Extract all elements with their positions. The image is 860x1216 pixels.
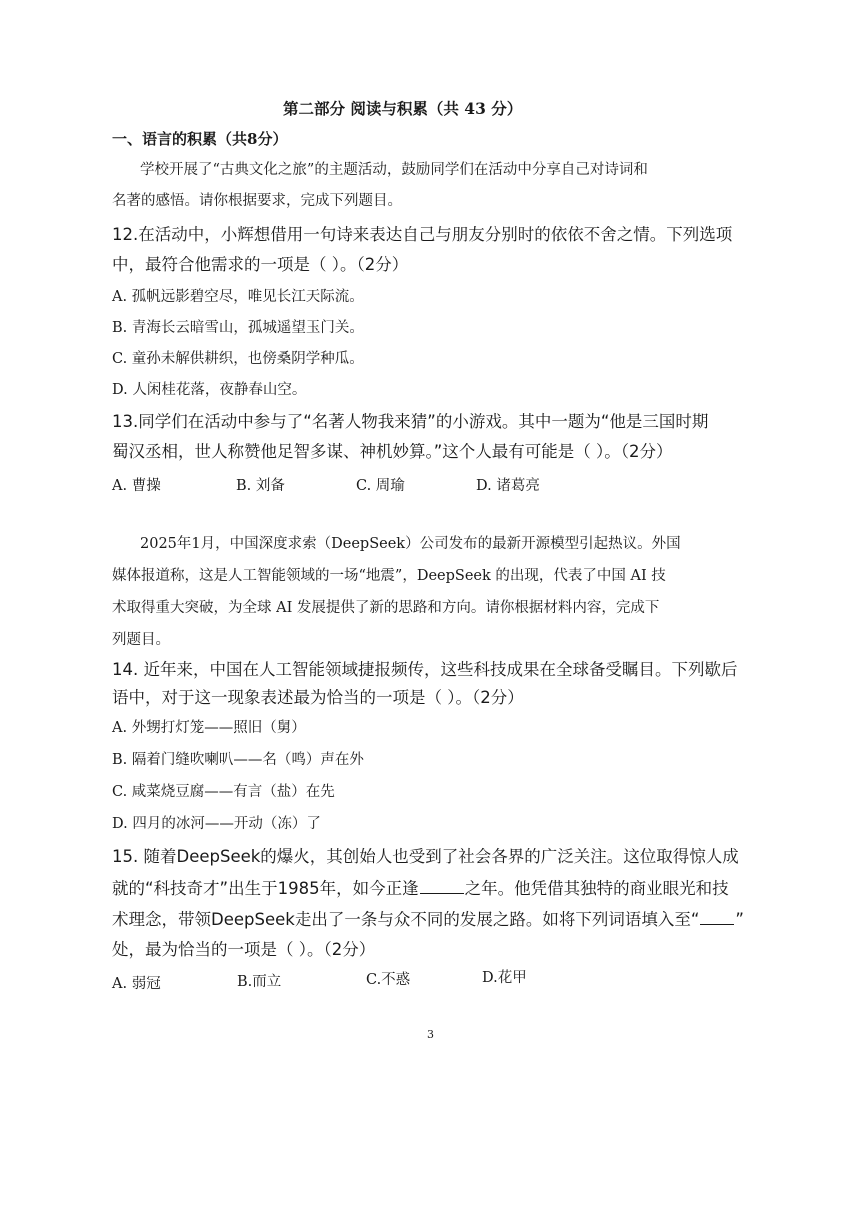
material-line-4: 列题目。 — [112, 632, 170, 648]
q12-option-c: C. 童孙未解供耕织，也傍桑阴学种瓜。 — [112, 351, 364, 367]
q15-line-2-end: 之年。他凭借其独特的商业眼光和技 — [464, 879, 729, 898]
intro-line-1: 学校开展了“古典文化之旅”的主题活动，鼓励同学们在活动中分享自己对诗词和 — [140, 162, 648, 178]
q13-line-1: 13.同学们在活动中参与了“名著人物我来猜”的小游戏。其中一题为“他是三国时期 — [112, 412, 709, 431]
q13-option-c: C. 周瑜 — [356, 478, 405, 494]
q14-line-2: 语中，对于这一现象表述最为恰当的一项是（ ）。（2分） — [112, 688, 524, 707]
page-number: 3 — [427, 1028, 434, 1041]
q15-option-b: B.而立 — [237, 974, 282, 990]
subsection-heading: 一、语言的积累（共8分） — [112, 130, 288, 148]
q15-line-3-start: 术理念，带领DeepSeek走出了一条与众不同的发展之路。如将下列词语填入至“ — [112, 910, 700, 929]
q14-option-c: C. 咸菜烧豆腐——有言（盐）在先 — [112, 784, 335, 800]
q15-line-1: 15. 随着DeepSeek的爆火，其创始人也受到了社会各界的广泛关注。这位取得惊人成 — [112, 847, 739, 866]
q12-option-d: D. 人闲桂花落，夜静春山空。 — [112, 382, 307, 398]
q15-option-c: C.不惑 — [366, 972, 411, 988]
q15-line-3-end: ” — [735, 910, 744, 929]
q15-line-4: 处，最为恰当的一项是（ ）。（2分） — [112, 940, 376, 959]
q15-line-2-start: 就的“科技奇才”出生于1985年，如今正逢 — [112, 879, 419, 898]
q15-option-a: A. 弱冠 — [112, 976, 161, 992]
q12-option-a: A. 孤帆远影碧空尽，唯见长江天际流。 — [112, 289, 364, 305]
q12-option-b: B. 青海长云暗雪山，孤城遥望玉门关。 — [112, 320, 364, 336]
quoted-blank — [700, 910, 734, 925]
q14-option-d: D. 四月的冰河——开动（冻）了 — [112, 816, 321, 832]
q13-option-b: B. 刘备 — [236, 478, 285, 494]
intro-line-2: 名著的感悟。请你根据要求，完成下列题目。 — [112, 193, 402, 209]
material-line-1: 2025年1月，中国深度求索（DeepSeek）公司发布的最新开源模型引起热议。外国 — [140, 536, 681, 552]
answer-blank — [420, 879, 464, 894]
q15-line-2 — [112, 879, 729, 899]
q12-line-2: 中，最符合他需求的一项是（ ）。（2分） — [112, 255, 409, 274]
q13-option-d: D. 诸葛亮 — [476, 478, 540, 494]
material-line-3: 术取得重大突破，为全球 AI 发展提供了新的思路和方向。请你根据材料内容，完成下 — [112, 600, 660, 616]
q14-option-b: B. 隔着门缝吹喇叭——名（鸣）声在外 — [112, 752, 364, 768]
q14-option-a: A. 外甥打灯笼——照旧（舅） — [112, 720, 306, 736]
material-line-2: 媒体报道称，这是人工智能领域的一场“地震”，DeepSeek 的出现，代表了中国 AI 技 — [112, 568, 666, 584]
section-title: 第二部分 阅读与积累（共 43 分） — [283, 99, 523, 118]
q15-line-3 — [112, 910, 744, 930]
q14-line-1: 14. 近年来，中国在人工智能领域捷报频传，这些科技成果在全球备受瞩目。下列歇后 — [112, 660, 738, 679]
q13-option-a: A. 曹操 — [112, 478, 161, 494]
q13-line-2: 蜀汉丞相，世人称赞他足智多谋、神机妙算。”这个人最有可能是（ ）。（2分） — [112, 442, 673, 461]
q15-option-d: D.花甲 — [482, 970, 527, 986]
q12-line-1: 12.在活动中，小辉想借用一句诗来表达自己与朋友分别时的依依不舍之情。下列选项 — [112, 225, 733, 244]
